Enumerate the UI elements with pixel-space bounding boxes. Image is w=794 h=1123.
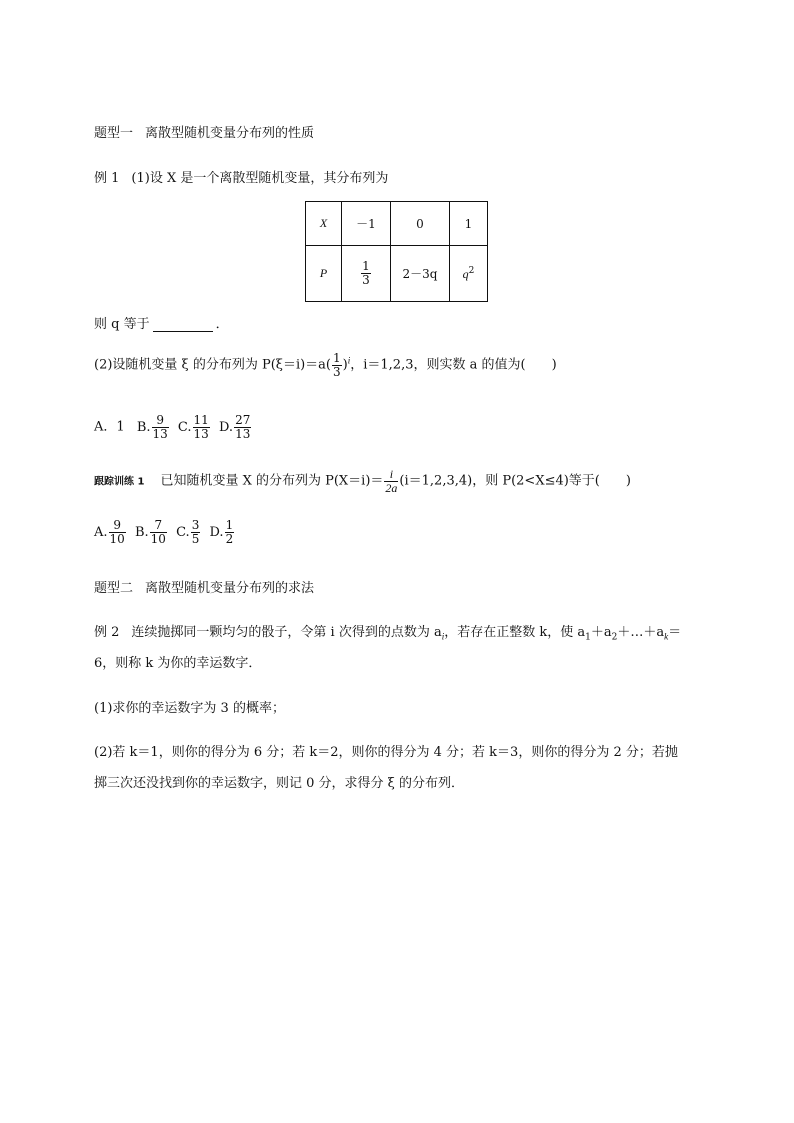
section-label: 题型二 (94, 581, 134, 596)
example2-question1: (1)求你的幸运数字为 3 的概率； (94, 701, 285, 716)
answer-blank (153, 319, 213, 332)
example1-intro (94, 167, 388, 186)
fraction: $\frac{1}{3}$ (362, 259, 370, 287)
table-cell-power: $q^2$ (450, 246, 488, 302)
section-heading-1 (94, 122, 314, 141)
table-cell: 1 (450, 202, 488, 246)
example2-question2-line1: (2)若 k＝1，则你的得分为 6 分；若 k＝2，则你的得分为 4 分；若 k＝3，则你的得分为 2 分；若抛 (94, 745, 678, 760)
option-c: C. $\frac{3}{5}$ (176, 518, 200, 546)
table-cell: 2－3q (391, 246, 450, 302)
table-head-x: X (306, 202, 342, 246)
section-label: 题型一 (94, 126, 134, 141)
example2-line1: 例 2 连续抛掷同一颗均匀的骰子，令第 i 次得到的点数为 $a_i$，若存在正整数 k，使 $a_1+a_2+\dots+a_k=$ (94, 625, 682, 643)
option-d: D. $\frac{27}{13}$ (218, 413, 251, 441)
option-b: B. $\frac{7}{10}$ (134, 518, 166, 546)
section-title: 离散型随机变量分布列的求法 (145, 581, 315, 596)
practice1: 跟踪训练 1 已知随机变量 X 的分布列为 P(X＝i)＝ $\frac{i}{2a}$ (i＝1,2,3,4)，则 P(2<X≤4)等于( ) (94, 467, 631, 495)
distribution-table (305, 201, 488, 302)
option-b: B. $\frac{9}{13}$ (136, 413, 168, 441)
example1-question: 则 q 等于 ． (94, 317, 229, 332)
table-cell-fraction (342, 246, 391, 302)
table-cell: －1 (342, 202, 391, 246)
section-heading-2 (94, 577, 314, 596)
practice1-options (94, 519, 235, 545)
example-label: 例 2 (94, 625, 120, 640)
example2-line2: 6，则称 k 为你的幸运数字． (94, 656, 262, 671)
option-a: A．1 (94, 419, 125, 435)
section-title: 离散型随机变量分布列的性质 (145, 126, 315, 141)
table-row-p (306, 246, 488, 302)
example1-options (94, 414, 252, 440)
example-label: 例 1 (94, 171, 120, 186)
option-c: C. $\frac{11}{13}$ (177, 413, 209, 441)
fraction: $\frac{i}{2a}$ (385, 467, 398, 495)
fraction: $\frac{1}{3}$ (333, 351, 341, 379)
example2-question2-line2: 掷三次还没找到你的幸运数字，则记 0 分，求得分 ξ 的分布列． (94, 776, 464, 791)
option-a: A. $\frac{9}{10}$ (94, 518, 125, 546)
option-d: D. $\frac{1}{2}$ (209, 518, 234, 546)
table-head-p: P (306, 246, 342, 302)
practice-tag: 跟踪训练 1 (94, 476, 145, 488)
example1-part1-text: (1)设 X 是一个离散型随机变量，其分布列为 (131, 171, 389, 186)
table-row-x (306, 202, 488, 246)
example1-part2: (2)设随机变量 ξ 的分布列为 P(ξ＝i)＝a( $\frac{1}{3}$ )$^i$，i＝1,2,3，则实数 a 的值为( ) (94, 351, 557, 379)
table-cell: 0 (391, 202, 450, 246)
